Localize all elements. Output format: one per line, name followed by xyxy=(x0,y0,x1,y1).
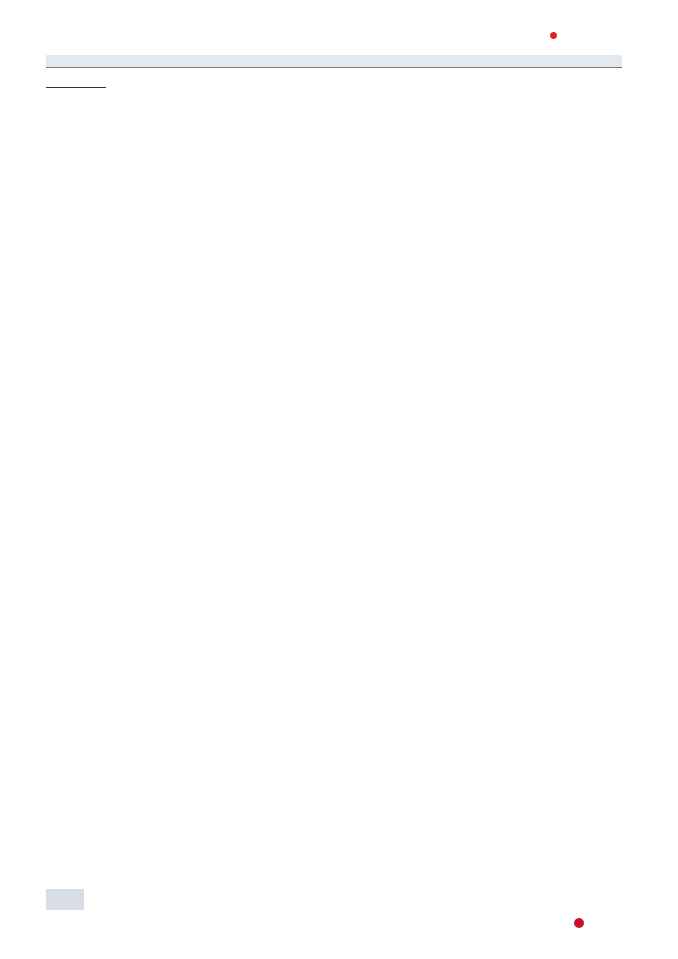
footnote xyxy=(46,889,622,910)
cordivari-logo xyxy=(574,917,586,928)
heights-row xyxy=(46,68,622,88)
col-altezze xyxy=(106,55,622,68)
highlight-legend-swatch xyxy=(46,889,84,910)
col-elementi xyxy=(46,55,106,68)
heights-table xyxy=(46,55,622,88)
header-row xyxy=(46,55,622,68)
col-larghezza xyxy=(46,68,106,88)
logo-dot-icon xyxy=(550,32,557,39)
page-title xyxy=(46,20,56,50)
ardesia-logo xyxy=(549,28,557,49)
cordivari-mark-icon xyxy=(574,918,584,928)
side-tabs xyxy=(636,36,678,911)
